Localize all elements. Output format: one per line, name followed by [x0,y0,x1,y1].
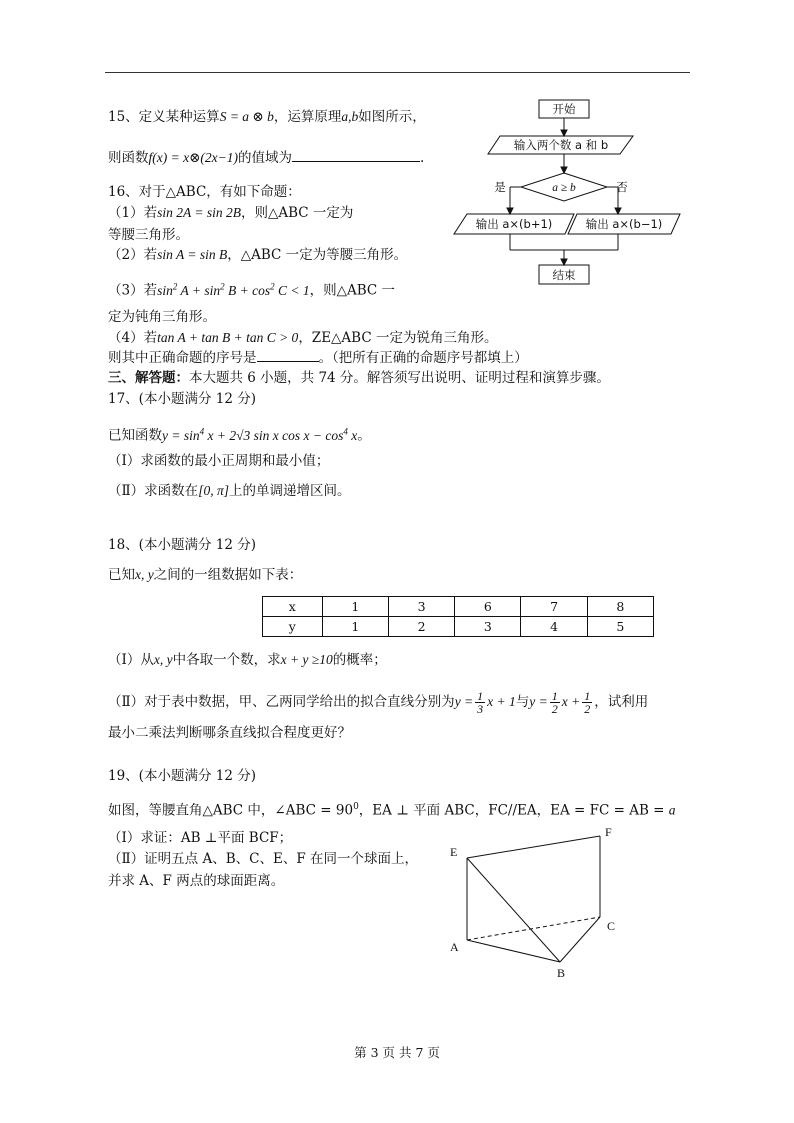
fraction-numerator: 1 [477,689,484,703]
q18-line1: y = [454,694,474,709]
q15-text: ，运算原理 [273,109,342,125]
label-F: F [605,825,612,839]
q19-part2-cont: 并求 A、F 两点的球面距离。 [108,873,285,889]
q16-intro: 16、对于△ABC，有如下命题： [108,184,301,200]
flowchart [440,95,690,295]
q17-expr: y = sin [162,427,200,443]
q16-text: （4）若 [108,330,158,346]
section3-text: 本大题共 6 小题，共 74 分。解答须写出说明、证明过程和演算步骤。 [189,370,610,386]
q15-line1 [108,108,426,126]
edge-EB [467,858,560,962]
q17-text: （Ⅱ）求函数在 [108,483,199,499]
q15-text: 如图所示， [358,109,426,125]
flow-output-left-label: 输出 a×(b+1) [475,217,553,231]
flow-yes-label: 是 [494,180,506,194]
q16-text: ，则△ABC 一定为 [240,205,354,221]
q18-text: 与 [515,694,530,710]
q18-text: 已知 [108,567,135,583]
q18-text: （Ⅰ）从 [108,652,154,668]
q18-given [108,566,302,584]
table-cell: 8 [587,597,653,617]
table-cell: 4 [521,617,587,637]
q15-answer-blank[interactable] [292,149,420,162]
q16-ask [108,349,528,367]
q16-text: 则其中正确命题的序号是 [108,350,257,366]
table-cell: 5 [587,617,653,637]
q18-fraction-1 [475,690,485,715]
q16-p1-expr: sin 2A = sin 2B [157,205,241,220]
q18-part1 [108,651,387,669]
q18-text: （Ⅱ）对于表中数据，甲、乙两同学给出的拟合直线分别为 [108,694,455,710]
q15-line2 [108,149,424,167]
table-row [263,597,654,617]
page-footer: 第 3 页 共 7 页 [354,1045,440,1060]
table-cell: 3 [388,597,454,617]
q15-op-vars: a,b [341,109,359,124]
q19-degree: 0 [353,802,359,812]
table-cell: 3 [455,617,521,637]
fraction-denominator: 2 [584,702,591,716]
label-C: C [607,919,616,933]
edge-BC [560,917,600,962]
flow-start-label: 开始 [552,102,576,116]
q15-text: 的值域为 [238,150,292,166]
q16-p3: （3）若$\sin^2 A + \sin^2 B + \cos^2 C < 1$，则△ABC 一 [108,281,396,299]
label-E: E [450,845,458,859]
q19-title: 19、(本小题满分 12 分) [108,768,256,784]
q17-title: 17、(本小题满分 12 分) [108,391,256,407]
table-cell: 2 [388,617,454,637]
table-cell: 6 [455,597,521,617]
fraction-denominator: 3 [477,702,484,716]
q15-func-expr: f(x) = x⊗(2x−1) [148,150,238,165]
edge-EF [467,836,600,858]
q16-p2-expr: sin A = sin B [157,247,228,262]
q16-text: ，△ABC 一定为等腰三角形。 [227,247,408,263]
q16-p1 [108,204,353,222]
q16-p4-expr: tan A + tan B + tan C > 0 [157,330,299,345]
label-B: B [557,966,566,980]
q17-interval: [0, π] [198,483,229,498]
q17-part2 [108,482,350,500]
q19-given [108,798,676,820]
fraction-numerator: 1 [551,689,558,703]
q18-text: ，试利用 [594,694,649,710]
q18-fraction-2 [550,690,560,715]
q16-p3-cont: 定为钝角三角形。 [108,309,216,325]
q16-p3-expr: A + sin [177,282,221,298]
q16-text: 。（把所有正确的命题序号都填上） [318,350,528,366]
q16-p2 [108,246,407,264]
q16-p3-expr: C < 1 [274,282,310,298]
q18-part2-cont: 最小二乘法判断哪条直线拟合程度更好？ [108,725,351,741]
q16-p1-cont: 等腰三角形。 [108,227,189,243]
q19-part1: （Ⅰ）求证：AB ⊥平面 BCF； [108,830,293,846]
header-rule [105,72,690,73]
table-cell: x [263,597,323,617]
q16-text: ，则△ABC 一 [309,282,396,299]
q16-p3-expr: B + cos [224,282,271,298]
q15-op-expr: S = a ⊗ b [219,109,274,124]
q18-line2: y = [529,694,548,709]
flow-condition-label: a ≥ b [552,182,576,194]
q18-line1: x + 1 [487,694,516,709]
q15-text: 15、定义某种运算 [108,109,220,125]
table-row [263,617,654,637]
q16-text: ，ZE△ABC 一定为锐角三角形。 [298,330,498,346]
q18-line2: x + [561,694,581,709]
q19-part2: （Ⅱ）证明五点 A、B、C、E、F 在同一个球面上， [108,851,418,867]
q19-text: ，EA ⊥ 平面 ABC，FC//EA，EA = FC = AB = [358,802,665,819]
flow-no-label: 否 [616,180,628,194]
table-cell: 1 [322,597,388,617]
q17-text: 。 [357,427,371,444]
flow-end-label: 结束 [552,268,576,282]
q17-text: 上的单调递增区间。 [228,483,351,499]
q18-text: 中各取一个数，求 [172,652,281,668]
flow-input-label: 输入两个数 a 和 b [513,138,609,152]
section3-heading [108,369,610,387]
q16-p4 [108,329,497,347]
q18-part2 [108,690,648,715]
table-cell: 7 [521,597,587,617]
q17-expr: x + 2√3 sin x cos x − cos [204,427,344,443]
edge-AB [467,940,560,962]
label-A: A [450,940,459,954]
q19-figure [440,820,640,985]
q18-expr: x + y ≥10 [280,652,333,667]
fraction-denominator: 2 [551,702,558,716]
q18-vars: x, y [153,652,173,667]
q18-text: 的概率； [332,652,387,668]
q16-answer-blank[interactable] [257,349,319,362]
q18-data-table [262,596,654,637]
q18-text: 之间的一组数据如下表： [153,567,303,583]
q18-fraction-3 [582,690,592,715]
section3-label: 三、解答题： [108,370,189,386]
q16-text: （2）若 [108,247,158,263]
edge-AC-hidden [467,917,600,940]
fraction-numerator: 1 [584,689,591,703]
q19-var: a [668,802,676,818]
q19-text: 如图，等腰直角△ABC 中，∠ABC = 90 [108,802,354,819]
q15-text: . [420,150,425,166]
table-cell: y [263,617,323,637]
q17-given: 已知函数$y = \sin^4 x + 2√3$ sin x $\cos x - \cos^4 x$。 [108,426,371,444]
q17-expr: x [347,427,358,443]
q15-text: 则函数 [108,150,149,166]
q16-text: （3）若 [108,282,158,299]
flow-output-right-label: 输出 a×(b−1) [585,217,663,231]
table-cell: 1 [322,617,388,637]
q17-part1: （Ⅰ）求函数的最小正周期和最小值； [108,453,330,469]
q18-vars: x, y [135,567,154,582]
q18-title: 18、(本小题满分 12 分) [108,537,256,553]
q16-p3-expr: sin [157,282,173,298]
q16-text: （1）若 [108,205,158,221]
q17-text: 已知函数 [108,427,162,444]
